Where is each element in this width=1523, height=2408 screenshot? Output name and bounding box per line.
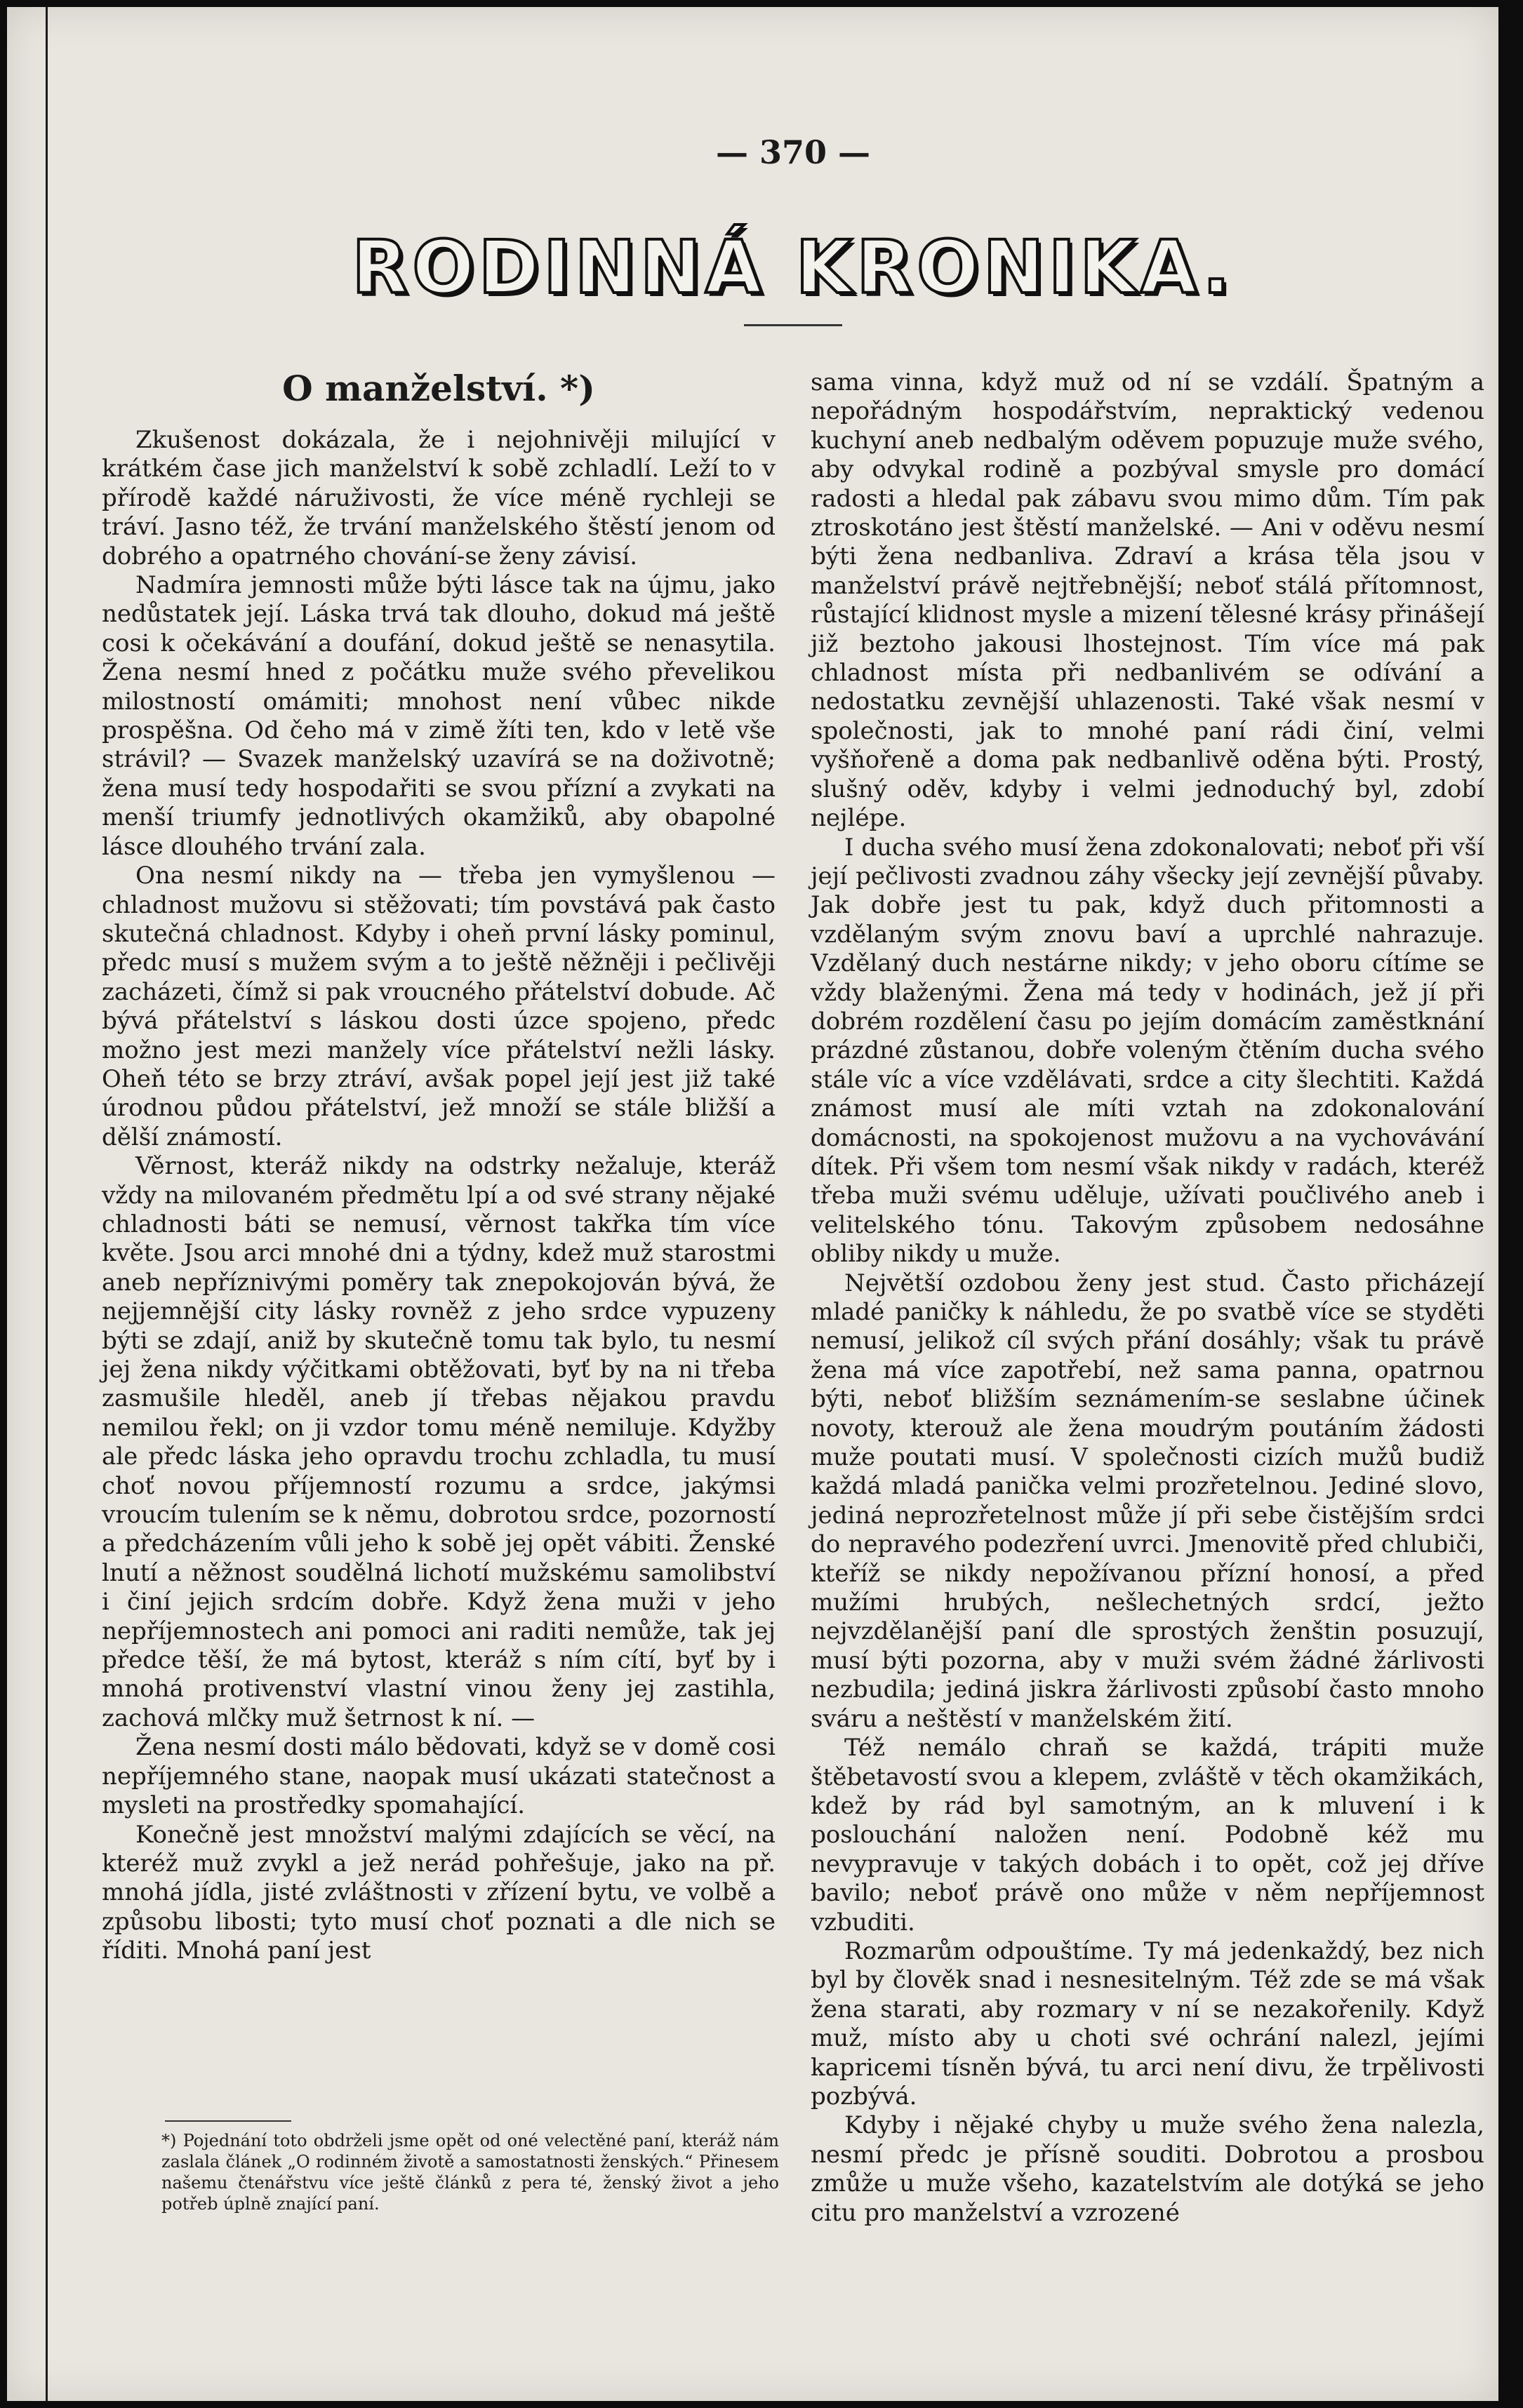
- paragraph: Ona nesmí nikdy na — třeba jen vymyšlenou — chladnost mužovu si stěžovati; tím povstává pak často skutečná chladnost. Kdyby i oheň první lásky pominul, předc musí s mužem svým a to ještě něžněji i pečlivěji zacházeti, čímž si pak vroucného přátelství dobude. Ač bývá přátelství s láskou dosti úzce spojeno, předc možno jest mezi manžely více přátelství nežli lásky. Oheň této se brzy ztráví, avšak popel její jest již také úrodnou půdou přátelství, jež množí se stále bližší a dělší známostí.: [102, 862, 776, 1151]
- masthead: [337, 225, 1249, 310]
- page-number: — 370 —: [715, 133, 871, 171]
- footnote: *) Pojednání toto obdrželi jsme opět od oné velectěné paní, kteráž nám zaslala článek „O rodinném životě a samostatnosti ženských.“ Přinesem našemu čtenářstvu více ještě článků z pera té, ženský život a jeho potřeb úplně znající paní.: [161, 2131, 779, 2214]
- paragraph: Též nemálo chraň se každá, trápiti muže štěbetavostí svou a klepem, zvláště v těch okamžikách, kdež by rád byl samotným, an k mluvení i k poslouchání naložen není. Podobně kéž mu nevypravuje v takých dobách i to opět, což jej dříve bavilo; neboť právě ono může v něm nepříjemnost vzbuditi.: [811, 1734, 1484, 1937]
- article-title: O manželství. *): [282, 368, 595, 409]
- title-rule: [744, 324, 842, 326]
- paragraph: Žena nesmí dosti málo bědovati, když se v domě cosi nepříjemného stane, naopak musí ukázati statečnost a mysleti na prostředky spomahající.: [102, 1733, 776, 1820]
- paragraph: sama vinna, když muž od ní se vzdálí. Špatným a nepořádným hospodářstvím, nepraktický vedenou kuchyní aneb nedbalým oděvem popuzuje muže svého, aby odvykal rodině a pozbýval smysle pro domácí radosti a hledal pak zábavu svou mimo dům. Tím pak ztroskotáno jest štěstí manželské. — Ani v oděvu nesmí býti žena nedbanliva. Zdraví a krása těla jsou v manželství právě nejtřebnější; neboť stálá přítomnost, růstající klidnost mysle a mizení tělesné krásy přinášejí již beztoho jakousi lhostejnost. Tím více má pak chladnost místa při nedbanlivém se odívání a nedostatku zevnější uhlazenosti. Také však nesmí v společnosti, jak to mnohé paní rádi činí, velmi vyšňořeně a doma pak nedbanlivě oděna býti. Prostý, slušný oděv, kdyby i velmi jednoduchý byl, zdobí nejlépe.: [811, 368, 1484, 833]
- paragraph: Kdyby i nějaké chyby u muže svého žena nalezla, nesmí předc je přísně souditi. Dobrotou a prosbou zmůže u muže všeho, kazatelstvím ale dotýká se jeho citu pro manželství a vzrozené: [811, 2111, 1484, 2227]
- left-column: [102, 368, 776, 1966]
- paragraph: Největší ozdobou ženy jest stud. Často přicházejí mladé paničky k náhledu, že po svatbě více se styděti nemusí, jelikož cíl svých přání dosáhly; však tu právě žena má více zapotřebí, než sama panna, opatrnou býti, neboť bližším seznámením-se seslabne účinek novoty, kterouž ale žena moudrým poutáním žádosti muže poutati musí. V společnosti cizích mužů budiž každá mladá panička velmi prozřetelnou. Jediné slovo, jediná neprozřetelnost může jí při sebe čistějším srdci do nepravého podezření uvrci. Jmenovitě před chlubiči, kteříž se nikdy nepožívanou přízní honosí, a před mužími hrubých, nešlechetných srdcí, ježto nejvzdělanější paní dle sprostých ženštin posuzují, musí býti pozorna, aby v muži svém žádné žárlivosti nezbudila; jediná jiskra žárlivosti způsobí často mnoho sváru a neštěstí v manželském žití.: [811, 1269, 1484, 1733]
- paragraph: Věrnost, kteráž nikdy na odstrky nežaluje, kteráž vždy na milovaném předmětu lpí a od své strany nějaké chladnosti báti se nemusí, věrnost takřka tím více květe. Jsou arci mnohé dni a týdny, kdež muž starostmi aneb nepříznivými poměry tak znepokojován bývá, že nejjemnější city lásky rovněž z jeho srdce vypuzeny býti se zdají, aniž by skutečně tomu tak bylo, tu nesmí jej žena nikdy výčitkami obtěžovati, byť by na ni třeba zasmušile hleděl, aneb jí třebas nějakou pravdu nemilou řekl; on ji vzdor tomu méně nemiluje. Kdyžby ale předc láska jeho opravdu trochu zchladla, tu musí choť novou příjemností rozumu a srdce, jakýmsi vroucím tulením se k němu, dobrotou srdce, pozorností a předcházením vůli jeho k sobě jej opět vábiti. Ženské lnutí a něžnost soudělná lichotí mužskému samolibství i činí jejich srdcím dobře. Když žena muži v jeho nepříjemnostech ani pomoci ani raditi nemůže, tak jej předce těší, že má bytost, kteráž s ním cítí, byť by i mnohá protivenství vlastní vinou ženy jej zastihla, zachová mlčky muž šetrnost k ní. —: [102, 1152, 776, 1732]
- paragraph: Nadmíra jemnosti může býti lásce tak na újmu, jako nedůstatek její. Láska trvá tak dlouho, dokud má ještě cosi k očekávání a doufání, dokud ještě se nenasytila. Žena nesmí hned z počátku muže svého převelikou milostností omámiti; mnohost není vůbec nikde prospěšna. Od čeho má v zimě žíti ten, kdo v letě vše strávil? — Svazek manželský uzavírá se na doživotně; žena musí tedy hospodařiti se svou přízní a zvykati na menší triumfy jednotlivých okamžiků, aby obapolné lásce dlouhého trvání zala.: [102, 571, 776, 861]
- page-edge-line: [46, 7, 48, 2401]
- section-title: RODINNÁ KRONIKA.: [352, 225, 1235, 310]
- right-column: [811, 368, 1484, 2228]
- paragraph: I ducha svého musí žena zdokonalovati; neboť při vší její pečlivosti zvadnou záhy všecky její zevnější půvaby. Jak dobře jest tu pak, když duch přitomnosti a vzdělaným svým znovu baví a uprchlé nahrazuje. Vzdělaný duch nestárne nikdy; v jeho oboru cítíme se vždy blaženými. Žena má tedy v hodinách, jež jí při dobrém rozdělení času po jejím domácím zaměstknání prázdné zůstanou, dobře voleným čtěním ducha svého stále víc a více vzdělávati, srdce a city šlechtiti. Každá známost musí ale míti vztah na zdokonalování domácnosti, na spokojenost mužovu a na vychovávání dítek. Při všem tom nesmí však nikdy v radách, kteréž třeba muži svému uděluje, užívati poučlivého aneb i velitelského tónu. Takovým způsobem nedosáhne obliby nikdy u muže.: [811, 833, 1484, 1269]
- paragraph: Zkušenost dokázala, že i nejohnivěji milující v krátkém čase jich manželství k sobě zchladlí. Leží to v přírodě každé náruživosti, že více méně rychleji se tráví. Jasno též, že trvání manželského štěstí jenom od dobrého a opatrného chování-se ženy závisí.: [102, 426, 776, 570]
- footnote-rule: [165, 2120, 291, 2122]
- paragraph: Rozmarům odpouštíme. Ty má jedenkaždý, bez nich byl by člověk snad i nesnesitelným. Též zde se má však žena starati, aby rozmary v ní se nezakořenily. Když muž, místo aby u choti své ochrání nalezl, jejími kapricemi tísněn bývá, tu arci není divu, že trpělivosti pozbývá.: [811, 1937, 1484, 2111]
- paragraph: Konečně jest množství malými zdajících se věcí, na kteréž muž zvykl a jež nerád pohřešuje, jako na př. mnohá jídla, jisté zvláštnosti v zřízení bytu, ve volbě a způsobu libosti; tyto musí choť poznati a dle nich se říditi. Mnohá paní jest: [102, 1820, 776, 1965]
